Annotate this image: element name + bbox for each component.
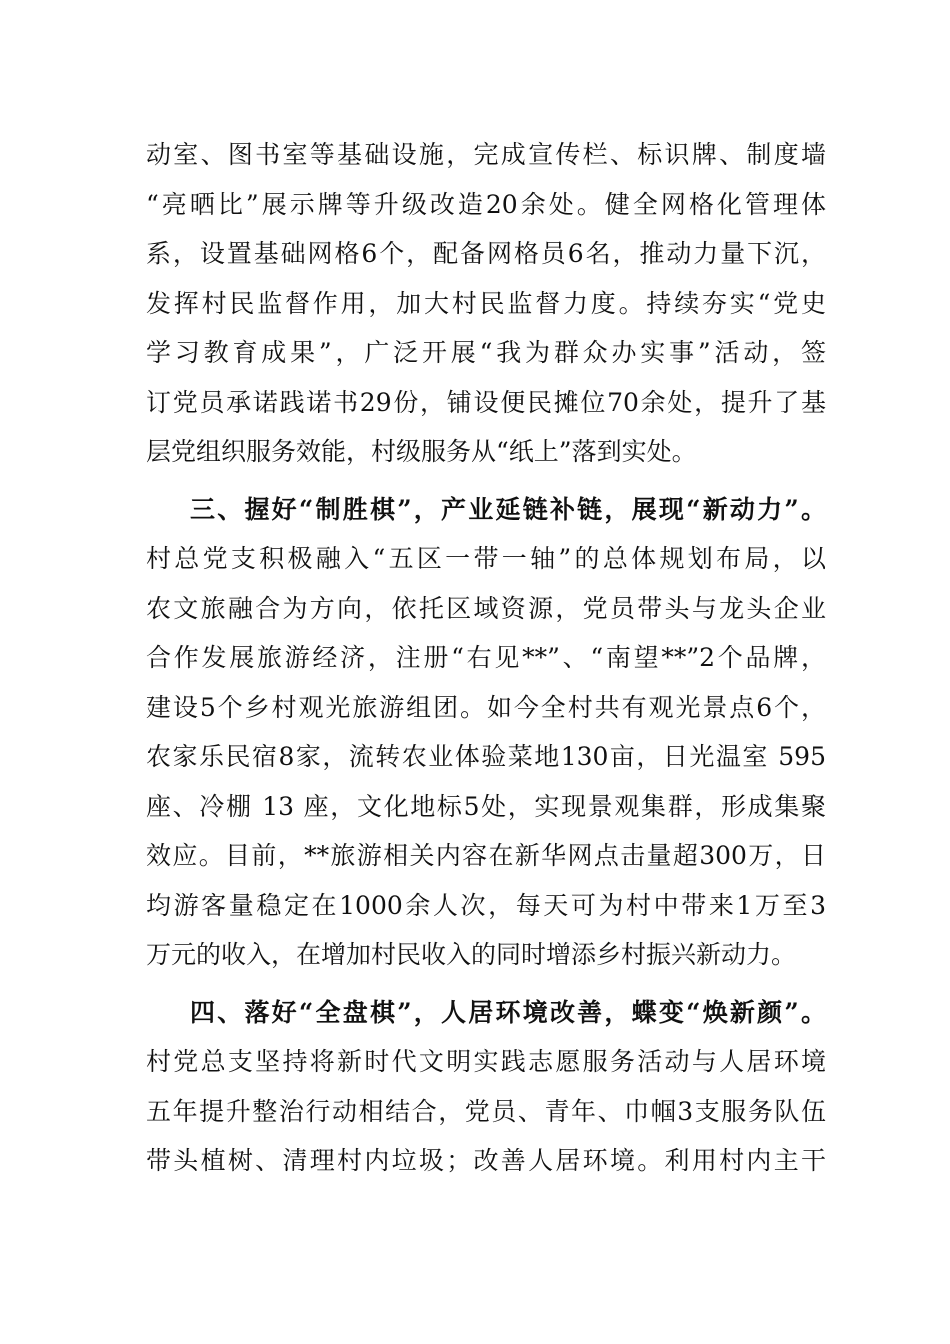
text-line: 学习教育成果”，广泛开展“我为群众办实事”活动，签 bbox=[146, 338, 826, 367]
section-3-heading: 三、握好“制胜棋”，产业延链补链，展现“新动力”。 bbox=[190, 494, 826, 524]
paragraph-continued bbox=[146, 130, 826, 477]
text-line: 座、冷棚 13 座，文化地标5处，实现景观集群，形成集聚 bbox=[146, 791, 826, 821]
text-line: 五年提升整治行动相结合，党员、青年、巾帼3支服务队伍 bbox=[146, 1096, 826, 1126]
text-line: 万元的收入，在增加村民收入的同时增添乡村振兴新动力。 bbox=[146, 940, 797, 969]
text-line: 层党组织服务效能，村级服务从“纸上”落到实处。 bbox=[146, 437, 697, 466]
section-3-paragraph bbox=[146, 534, 826, 980]
text-line: 村总党支积极融入“五区一带一轴”的总体规划布局，以 bbox=[146, 544, 826, 573]
document-body bbox=[146, 130, 826, 1186]
text-line: 效应。目前，**旅游相关内容在新华网点击量超300万，日 bbox=[146, 841, 826, 870]
text-line: 发挥村民监督作用，加大村民监督力度。持续夯实“党史 bbox=[146, 288, 826, 318]
text-line: 系，设置基础网格6个，配备网格员6名，推动力量下沉， bbox=[146, 239, 826, 268]
text-line: 农家乐民宿8家，流转农业体验菜地130亩，日光温室 595 bbox=[146, 742, 826, 771]
text-line: 合作发展旅游经济，注册“右见**”、“南望**”2个品牌， bbox=[146, 643, 826, 672]
text-line: 农文旅融合为方向，依托区域资源，党员带头与龙头企业 bbox=[146, 593, 826, 623]
text-line: 村党总支坚持将新时代文明实践志愿服务活动与人居环境 bbox=[146, 1047, 826, 1076]
text-line: 均游客量稳定在1000余人次，每天可为村中带来1万至3 bbox=[146, 890, 826, 920]
section-4-heading: 四、落好“全盘棋”，人居环境改善，蝶变“焕新颜”。 bbox=[190, 997, 826, 1027]
text-line: 订党员承诺践诺书29份，铺设便民摊位70余处，提升了基 bbox=[146, 387, 826, 417]
text-line: “亮晒比”展示牌等升级改造20余处。健全网格化管理体 bbox=[146, 189, 826, 219]
text-line: 动室、图书室等基础设施，完成宣传栏、标识牌、制度墙 bbox=[146, 140, 826, 169]
text-line: 带头植树、清理村内垃圾；改善人居环境。利用村内主干 bbox=[146, 1146, 826, 1175]
text-line: 建设5个乡村观光旅游组团。如今全村共有观光景点6个， bbox=[146, 692, 826, 722]
section-4-paragraph bbox=[146, 1037, 826, 1186]
